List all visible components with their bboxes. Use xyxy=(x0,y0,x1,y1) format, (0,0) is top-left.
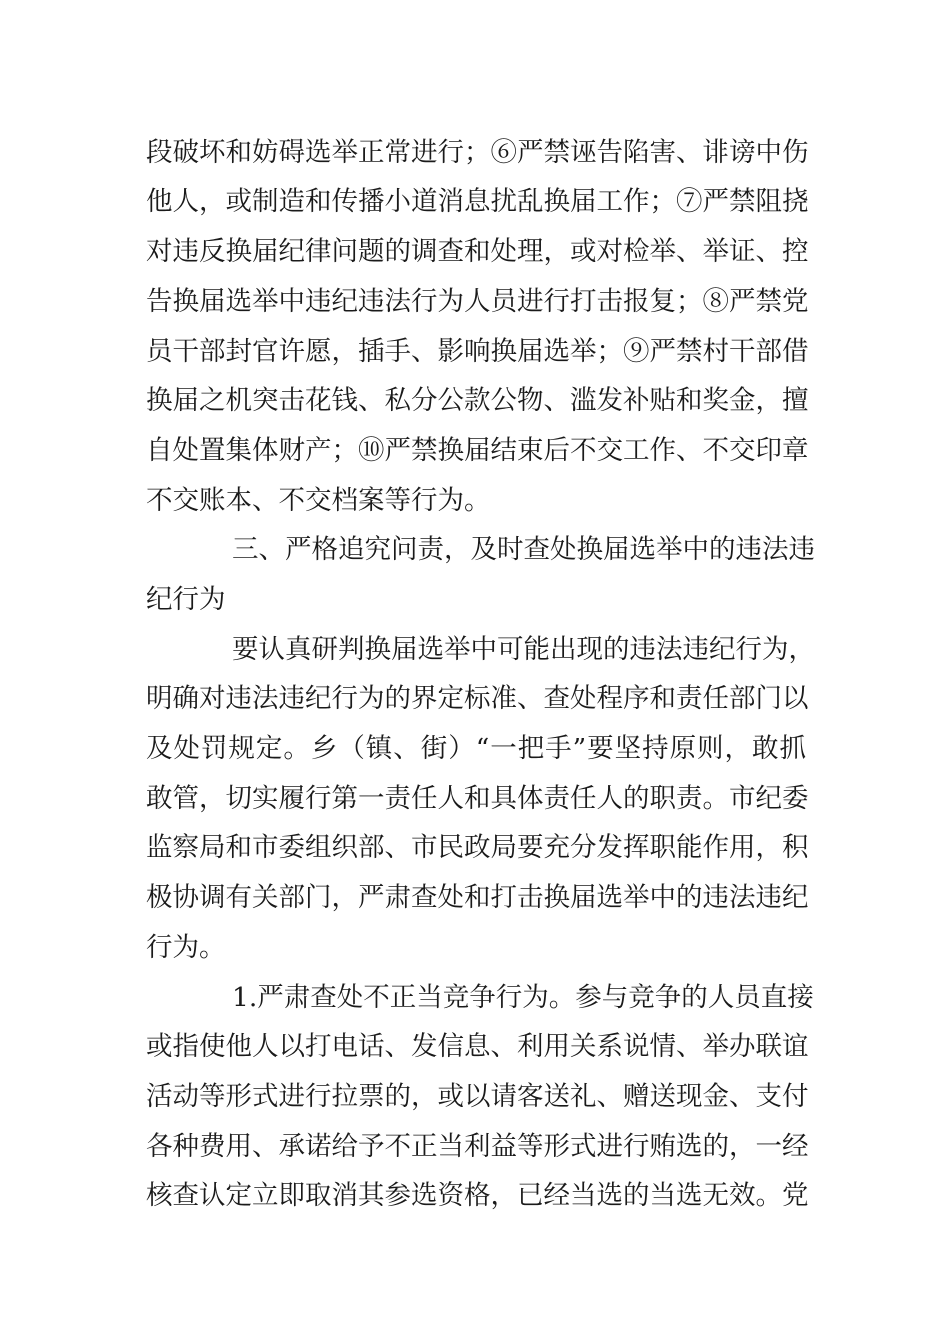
text-line-12: 明确对违法违纪行为的界定标准、查处程序和责任部门以 xyxy=(146,683,809,714)
text-line-19: 或指使他人以打电话、发信息、利用关系说情、举办联谊 xyxy=(146,1031,809,1062)
text-line-7: 自处置集体财产；⑩严禁换届结束后不交工作、不交印章 xyxy=(146,435,809,466)
text-line-1: 段破坏和妨碍选举正常进行；⑥严禁诬告陷害、诽谤中伤 xyxy=(146,137,809,168)
text-line-6: 换届之机突击花钱、私分公款公物、滥发补贴和奖金，擅 xyxy=(146,385,809,416)
text-line-8: 不交账本、不交档案等行为。 xyxy=(146,485,491,516)
text-line-15: 监察局和市委组织部、市民政局要充分发挥职能作用，积 xyxy=(146,832,809,863)
text-line-16: 极协调有关部门，严肃查处和打击换届选举中的违法违纪 xyxy=(146,882,809,913)
text-line-22: 核查认定立即取消其参选资格，已经当选的当选无效。党 xyxy=(146,1180,809,1211)
text-line-5: 员干部封官许愿，插手、影响换届选举；⑨严禁村干部借 xyxy=(146,336,809,367)
text-line-2: 他人，或制造和传播小道消息扰乱换届工作；⑦严禁阻挠 xyxy=(146,186,809,217)
text-line-18: 1.严肃查处不正当竞争行为。参与竞争的人员直接 xyxy=(232,982,814,1013)
text-line-3: 对违反换届纪律问题的调查和处理，或对检举、举证、控 xyxy=(146,236,809,267)
text-line-4: 告换届选举中违纪违法行为人员进行打击报复；⑧严禁党 xyxy=(146,286,809,317)
text-line-20: 活动等形式进行拉票的，或以请客送礼、赠送现金、支付 xyxy=(146,1081,809,1112)
text-line-17: 行为。 xyxy=(146,932,226,963)
text-line-21: 各种费用、承诺给予不正当利益等形式进行贿选的，一经 xyxy=(146,1131,809,1162)
text-line-11: 要认真研判换届选举中可能出现的违法违纪行为， xyxy=(232,634,815,665)
text-line-13: 及处罚规定。乡（镇、街）“一把手”要坚持原则，敢抓 xyxy=(146,733,806,764)
section-heading-line-2: 纪行为 xyxy=(146,584,226,615)
section-heading-line-1: 三、严格追究问责，及时查处换届选举中的违法违 xyxy=(232,534,815,565)
text-line-14: 敢管，切实履行第一责任人和具体责任人的职责。市纪委 xyxy=(146,783,809,814)
